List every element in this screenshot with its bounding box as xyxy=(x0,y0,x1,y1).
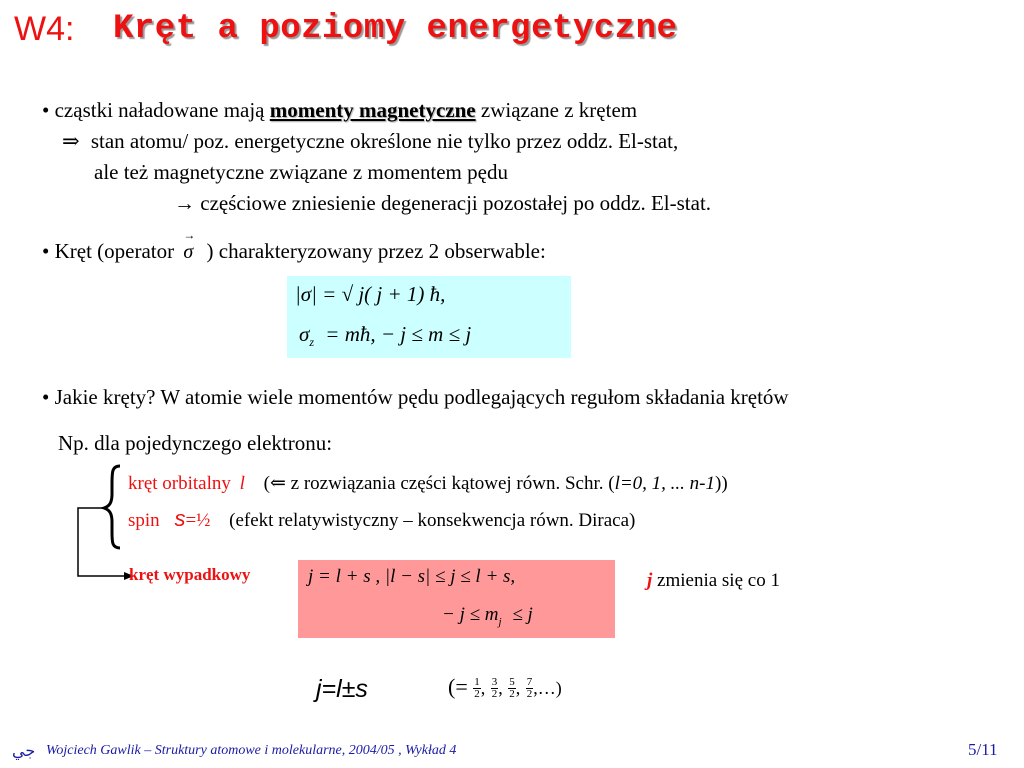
bullet-1-line-4-text: częściowe zniesienie degeneracji pozostałej po oddz. El-stat. xyxy=(200,191,712,215)
bullet-2-text-before: Kręt (operator xyxy=(54,239,175,263)
bullet-3-text: Jakie kręty? W atomie wiele momentów pędu podlegających regułom składania krętów xyxy=(54,385,789,409)
orbital-row xyxy=(128,472,728,495)
total-momentum-formula-box xyxy=(298,560,615,638)
orbital-note-close: )) xyxy=(715,473,728,494)
bullet-1-text-before: cząstki naładowane mają xyxy=(54,98,265,122)
spin-value: =½ xyxy=(185,510,211,531)
total-angular-momentum-label: kręt wypadkowy xyxy=(129,565,251,584)
orbital-label: kręt orbitalny xyxy=(128,473,231,494)
formula-magnitude: |σ| = √ j( j + 1) ħ, xyxy=(295,282,446,306)
slide-title-prefix: W4: xyxy=(14,10,75,48)
fraction-1: $\frac{1}{2}$ xyxy=(474,676,480,701)
page-number: 5/11 xyxy=(968,740,998,759)
formula-z-sigma: σ xyxy=(299,322,310,346)
formula-mj-lhs: − j ≤ m xyxy=(442,604,499,625)
slide-title: Kręt a poziomy energetyczne xyxy=(113,10,678,48)
fraction-5: $\frac{5}{2}$ xyxy=(509,676,515,701)
bullet-2 xyxy=(42,239,546,264)
right-arrow-icon: → xyxy=(174,191,195,215)
bullet-1 xyxy=(42,98,637,123)
half-integer-series: (= $\frac{1}{2}$ , $\frac{3}{2}$ , $\frac{5}{2}$ , $\frac{7}{2}$ ,…) xyxy=(448,674,562,701)
bullet-1-line-2-text: stan atomu/ poz. energetyczne określone nie tylko przez oddz. El-stat, xyxy=(90,129,679,153)
fraction-7: $\frac{7}{2}$ xyxy=(526,676,533,701)
connector-line xyxy=(78,508,124,576)
footer-author: Wojciech Gawlik – Struktury atomowe i molekularne, 2004/05 , Wykład 4 xyxy=(46,743,457,758)
implies-icon: ⇒ xyxy=(62,129,80,153)
j-step-text: zmienia się co 1 xyxy=(657,570,780,591)
single-electron-heading: Np. dla pojedynczego elektronu: xyxy=(58,431,333,455)
bullet-1-line-3: ale też magnetyczne związane z momentem pędu xyxy=(94,160,508,184)
bottom-formula: j=l±s xyxy=(316,675,368,703)
spin-row xyxy=(128,506,635,532)
formula-mj-range xyxy=(442,604,533,628)
formula-z-subscript: z xyxy=(309,335,315,350)
sigma-vector-symbol: → σ xyxy=(183,241,193,264)
angular-momentum-formula-box xyxy=(287,276,571,358)
formula-mj-rhs: ≤ j xyxy=(512,604,533,625)
formula-coupling: j = l + s , |l − s| ≤ j ≤ l + s, xyxy=(308,566,516,587)
spin-label: spin xyxy=(128,510,160,531)
bullet-2-text-after: ) charakteryzowany przez 2 obserwable: xyxy=(206,239,546,263)
bullet-3 xyxy=(42,385,789,410)
fraction-3: $\frac{3}{2}$ xyxy=(491,676,498,701)
bullet-1-line-2 xyxy=(62,129,678,154)
formula-z-component xyxy=(299,322,471,350)
bullet-marker: • xyxy=(42,239,50,263)
formula-mj-subscript: j xyxy=(498,615,502,628)
bullet-1-line-4 xyxy=(174,191,711,216)
orbital-symbol: l xyxy=(239,473,245,494)
bullet-marker: • xyxy=(42,98,50,122)
spin-note: (efekt relatywistyczny – konsekwencja równ. Diraca) xyxy=(229,510,636,531)
j-step-note xyxy=(647,570,780,592)
series-open: (= xyxy=(448,674,468,699)
orbital-note-open: (⇐ z rozwiązania części kątowej równ. Schr. ( xyxy=(263,473,615,494)
footer-logo: جي xyxy=(12,743,36,760)
emph-magnetic-moments: momenty magnetyczne xyxy=(269,98,476,122)
bullet-1-text-after: związane z krętem xyxy=(480,98,638,122)
series-end: ,…) xyxy=(533,678,562,698)
j-symbol: j xyxy=(647,570,653,591)
orbital-range: l=0, 1, ... n-1 xyxy=(614,473,716,494)
curly-brace-icon xyxy=(104,466,120,548)
spin-symbol: s xyxy=(174,506,186,531)
formula-z-rhs: = mħ, − j ≤ m ≤ j xyxy=(325,322,472,346)
bullet-marker: • xyxy=(42,385,50,409)
